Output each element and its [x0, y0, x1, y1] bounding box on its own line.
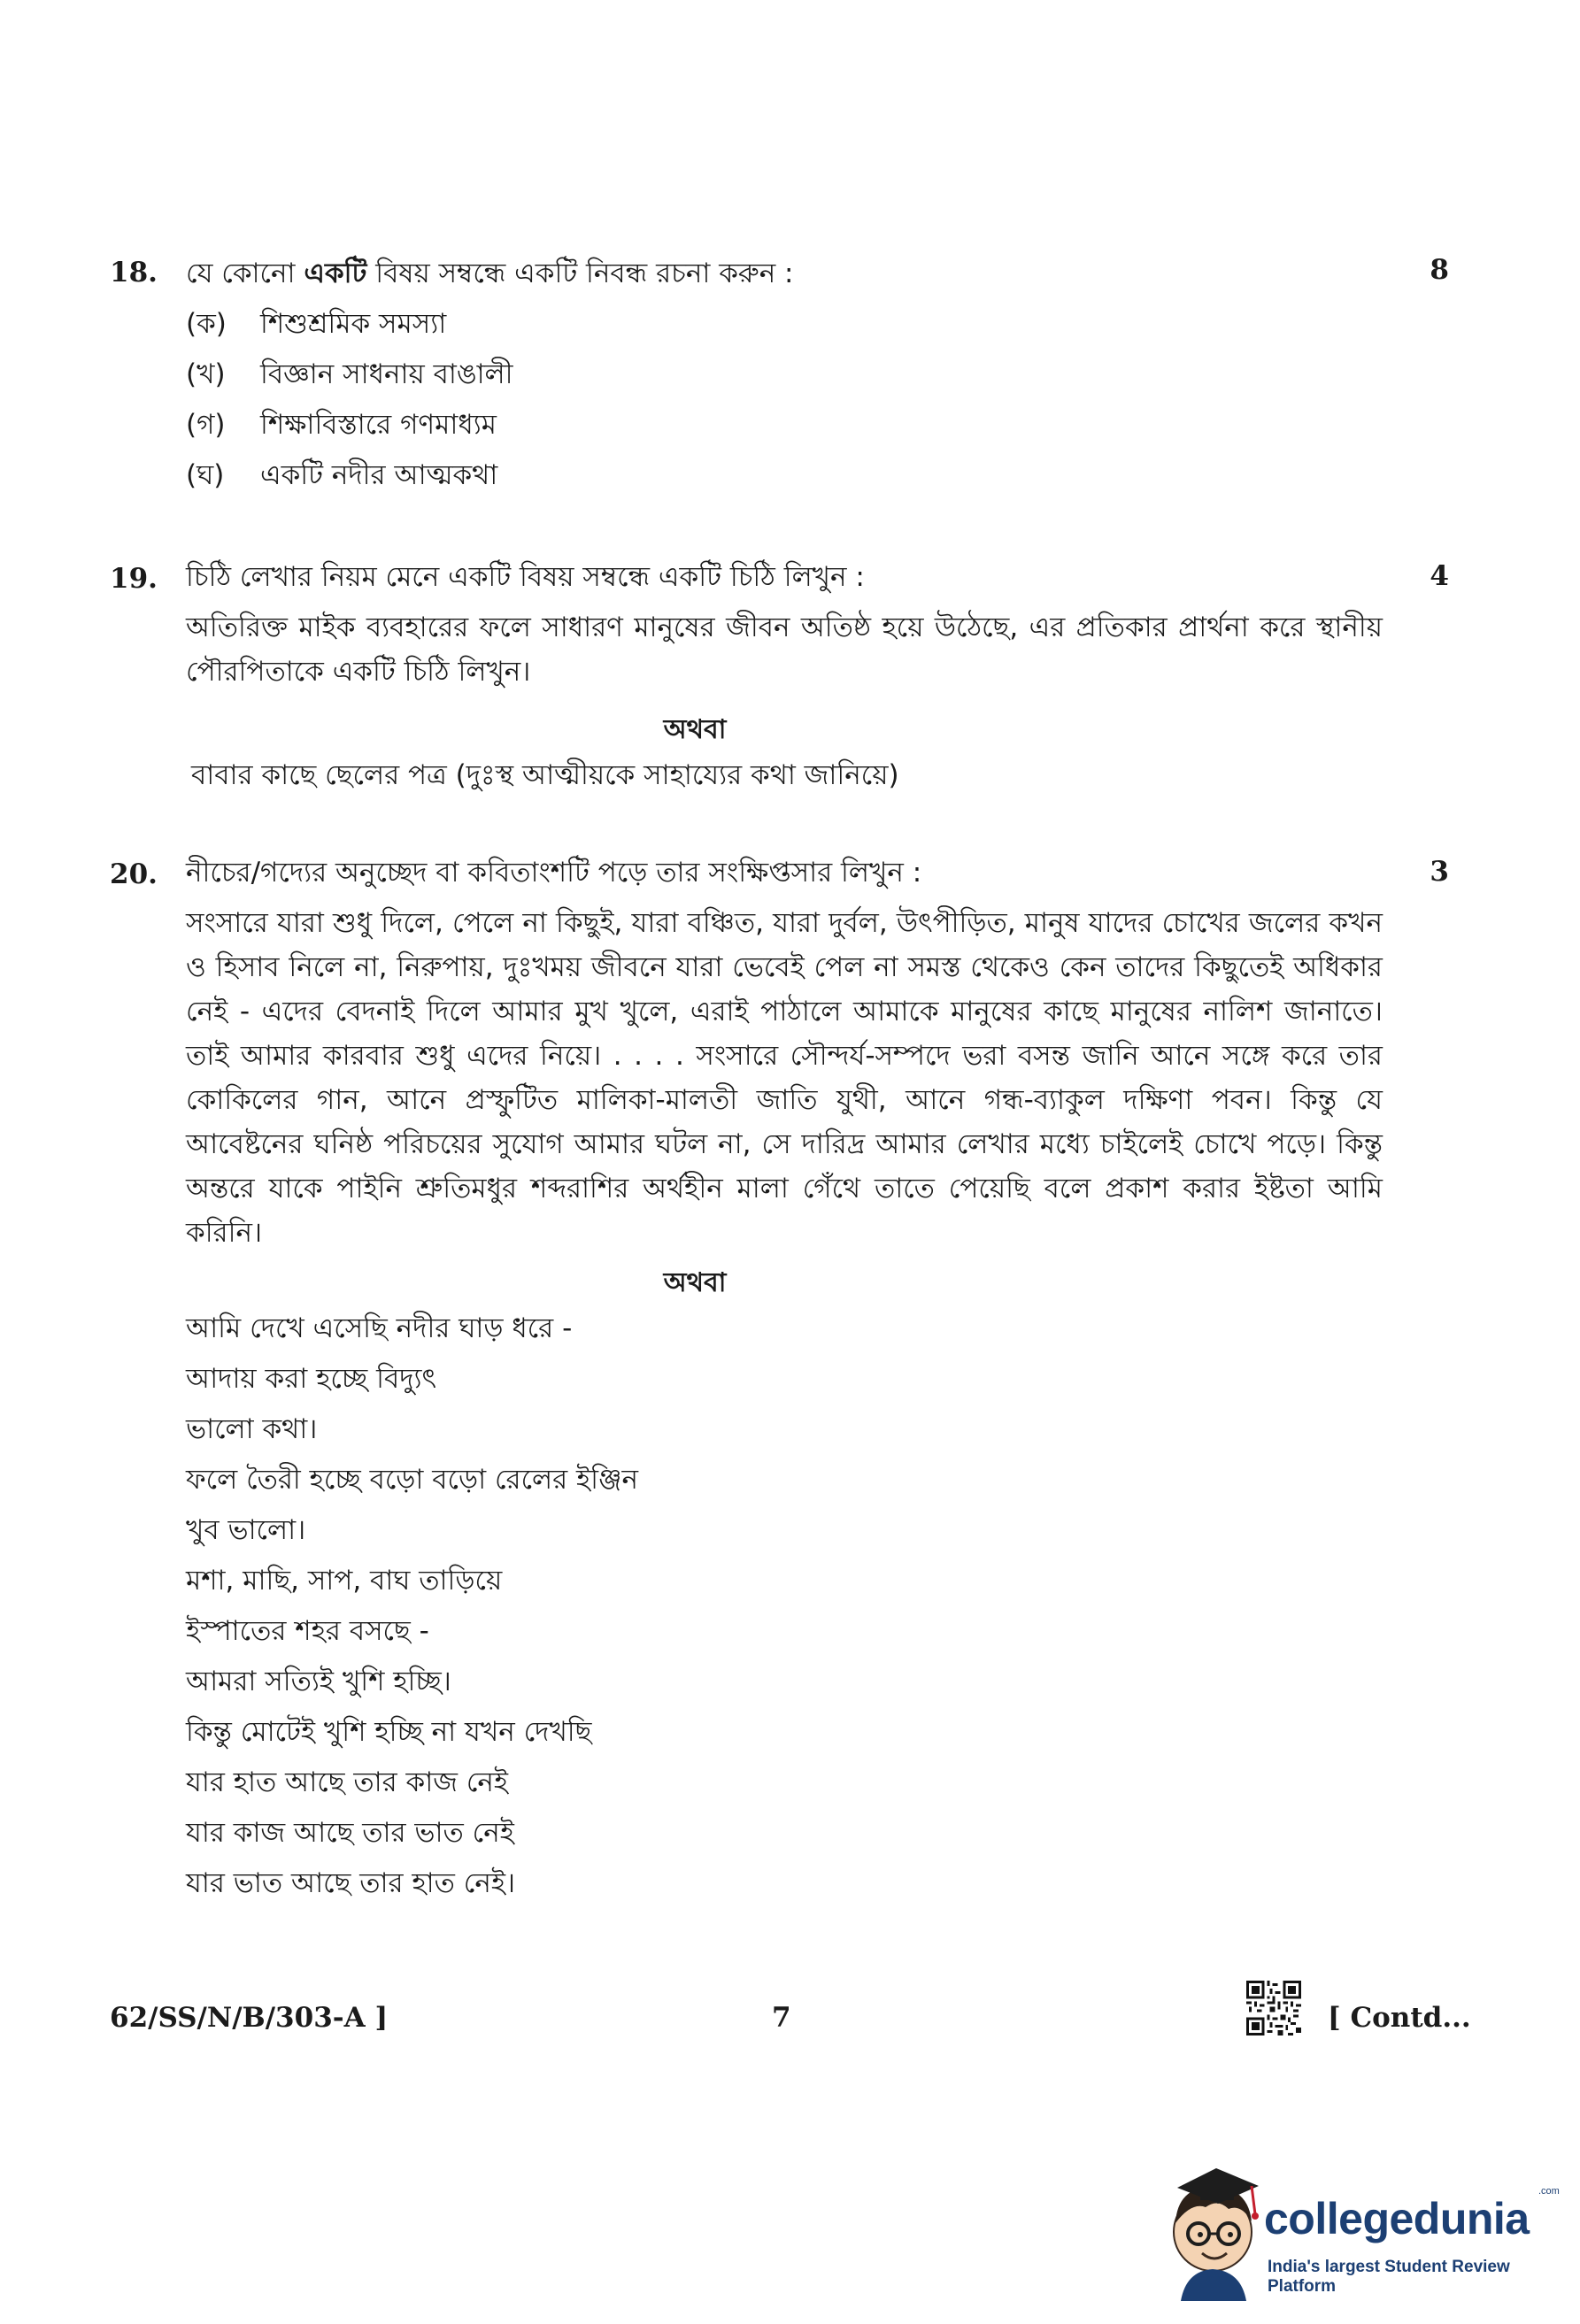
q18-option-label: (ঘ) — [186, 459, 225, 491]
q20-number: 20. — [110, 858, 158, 890]
q18-option-label: (ক) — [186, 308, 227, 340]
poem-line: আদায় করা হচ্ছে বিদ্যুৎ — [186, 1363, 437, 1395]
page-number: 7 — [772, 2002, 791, 2034]
q18-number: 18. — [110, 257, 158, 289]
q20-or-label: অথবা — [663, 1267, 727, 1298]
continued-label: [ Contd... — [1328, 2002, 1471, 2034]
q18-option-text: শিক্ষাবিস্তারে গণমাধ্যম — [260, 409, 497, 441]
poem-line: যার ভাত আছে তার হাত নেই। — [186, 1867, 516, 1899]
q18-option — [186, 302, 446, 346]
brand-name: collegedunia — [1264, 2194, 1530, 2243]
q18-prompt-bold: একটি — [304, 258, 367, 289]
q19-or-label: অথবা — [663, 714, 727, 745]
poem-line: আমি দেখে এসেছি নদীর ঘাড় ধরে - — [186, 1312, 573, 1344]
q19-prompt: চিঠি লেখার নিয়ম মেনে একটি বিষয় সম্বন্ধে একটি চিঠি লিখুন : — [186, 561, 865, 593]
q18-prompt — [186, 251, 1390, 296]
poem-line: কিন্তু মোটেই খুশি হচ্ছি না যখন দেখছি — [186, 1716, 592, 1748]
q18-option — [186, 453, 497, 497]
poem-line: ইস্পাতের শহর বসছে - — [186, 1615, 429, 1647]
q19-body: অতিরিক্ত মাইক ব্যবহারের ফলে সাধারণ মানুষের জীবন অতিষ্ঠ হয়ে উঠেছে, এর প্রতিকার প্রার্থনা করে স্থানীয় পৌরপিতাকে একটি চিঠি লিখুন। — [186, 612, 1383, 688]
q18-option — [186, 403, 497, 447]
q18-option — [186, 352, 513, 396]
q18-marks: 8 — [1430, 254, 1449, 286]
poem-line: ভালো কথা। — [186, 1413, 318, 1445]
q19-marks: 4 — [1430, 560, 1449, 592]
q19-alternative: বাবার কাছে ছেলের পত্র (দুঃস্থ আত্মীয়কে সাহায্যের কথা জানিয়ে) — [191, 759, 899, 791]
q19-number: 19. — [110, 563, 158, 595]
q18-option-text: বিজ্ঞান সাধনায় বাঙালী — [260, 358, 513, 390]
poem-line: আমরা সত্যিই খুশি হচ্ছি। — [186, 1666, 451, 1697]
q18-prompt-after: বিষয় সম্বন্ধে একটি নিবন্ধ রচনা করুন : — [366, 258, 794, 289]
poem-line: ফলে তৈরী হচ্ছে বড়ো বড়ো রেলের ইঞ্জিন — [186, 1464, 639, 1496]
paper-code: 62/SS/N/B/303-A ] — [110, 2002, 389, 2034]
q18-prompt-before: যে কোনো — [186, 258, 304, 289]
q20-prompt: নীচের/গদ্যের অনুচ্ছেদ বা কবিতাংশটি পড়ে তার সংক্ষিপ্তসার লিখুন : — [186, 857, 922, 889]
q18-option-text: শিশুশ্রমিক সমস্যা — [260, 308, 447, 340]
qr-code-icon — [1246, 1981, 1301, 2035]
brand-tagline: India's largest Student Review Platform — [1268, 2258, 1510, 2296]
q20-marks: 3 — [1430, 856, 1449, 888]
q18-option-label: (খ) — [186, 358, 226, 390]
poem-line: যার হাত আছে তার কাজ নেই — [186, 1766, 509, 1798]
q18-option-text: একটি নদীর আত্মকথা — [260, 459, 498, 491]
poem-line: খুব ভালো। — [186, 1514, 306, 1546]
q18-option-label: (গ) — [186, 409, 226, 441]
poem-line: যার কাজ আছে তার ভাত নেই — [186, 1817, 514, 1849]
brand-tld: .com — [1538, 2186, 1560, 2197]
poem-line: মশা, মাছি, সাপ, বাঘ তাড়িয়ে — [186, 1565, 503, 1597]
q20-passage: সংসারে যারা শুধু দিলে, পেলে না কিছুই, যারা বঞ্চিত, যারা দুর্বল, উৎপীড়িত, মানুষ যাদের চোখের জলের কখন ও হিসাব নিলে না, নিরুপায়, দুঃখময় জীবনে যারা ভেবেই পেল না সমস্ত থেকেও কেন তাদের কিছুতেই অধিকার নেই - এদের বেদনাই দিলে আমার মুখ খুলে, এরাই পাঠালে আমাকে মানুষের কাছে মানুষের নালিশ জানাতে। তাই আমার কারবার শুধু এদের নিয়ে। . . . . সংসারে সৌন্দর্য-সম্পদে ভরা বসন্ত জানি আনে সঙ্গে করে তার কোকিলের গান, আনে প্রস্ফুটিত মালিকা-মালতী জাতি যুথী, আনে গন্ধ-ব্যাকুল দক্ষিণা পবন। কিন্তু যে আবেষ্টনের ঘনিষ্ঠ পরিচয়ের সুযোগ আমার ঘটল না, সে দারিদ্র আমার লেখার মধ্যে চাইলেই চোখে পড়ে। কিন্তু অন্তরে যাকে পাইনি শ্রুতিমধুর শব্দরাশির অর্থহীন মালা গেঁথে তাতে পেয়েছি বলে প্রকাশ করার ইষ্টতা আমি করিনি। — [186, 907, 1383, 1249]
